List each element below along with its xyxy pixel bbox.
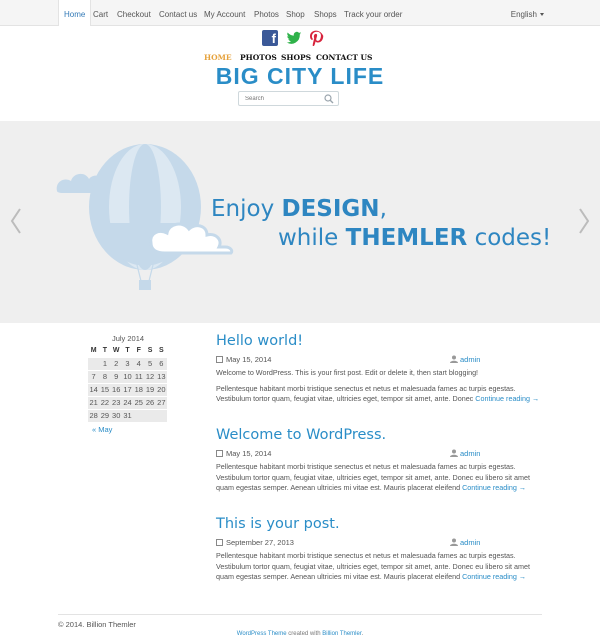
continue-reading-link[interactable]: Continue reading → xyxy=(462,483,527,492)
calendar-day: 27 xyxy=(157,398,166,407)
twitter-icon[interactable] xyxy=(286,30,302,46)
calendar-prev-month-link[interactable]: « May xyxy=(92,425,113,434)
calendar-empty-cell xyxy=(144,409,155,422)
nav-track-order[interactable]: Track your order xyxy=(344,10,403,19)
search-input[interactable] xyxy=(239,92,323,105)
nav-cart[interactable]: Cart xyxy=(93,10,109,19)
calendar-week-row xyxy=(88,370,167,383)
calendar-empty-cell xyxy=(156,409,167,422)
footer-divider xyxy=(58,614,542,615)
calendar-day: 19 xyxy=(145,385,155,394)
post-excerpt xyxy=(216,384,542,405)
calendar-day: 26 xyxy=(145,398,155,407)
nav-photos[interactable]: Photos xyxy=(254,10,279,19)
calendar-day: 8 xyxy=(99,370,110,383)
post-excerpt xyxy=(216,551,542,583)
calendar-day: 29 xyxy=(99,409,110,422)
wordpress-theme-link[interactable]: WordPress Theme xyxy=(236,631,287,637)
social-links xyxy=(262,30,338,48)
calendar-icon xyxy=(216,356,223,363)
nav-my-account[interactable]: My Account xyxy=(204,10,246,19)
slider-text: Enjoy xyxy=(211,196,282,222)
footer-credits xyxy=(0,631,600,637)
slider-headline-2 xyxy=(278,225,551,251)
calendar-day: 4 xyxy=(133,357,144,370)
post-excerpt xyxy=(216,462,542,494)
calendar-day: 12 xyxy=(145,372,155,381)
calendar-icon xyxy=(216,539,223,546)
post-author-link[interactable]: admin xyxy=(460,355,481,364)
calendar-day: 18 xyxy=(134,385,143,394)
post-date: May 15, 2014 xyxy=(226,449,272,458)
calendar-day: 13 xyxy=(157,372,166,381)
calendar-day: 23 xyxy=(112,398,121,407)
top-navbar xyxy=(0,0,600,26)
post-author-link[interactable]: admin xyxy=(460,538,481,547)
calendar-weekday-header: W xyxy=(112,346,120,354)
calendar-week-row xyxy=(88,396,167,409)
nav-checkout[interactable]: Checkout xyxy=(117,10,151,19)
calendar-caption: July 2014 xyxy=(111,334,145,343)
post-excerpt-text: Pellentesque habitant morbi tristique senectus et netus et malesuada fames ac turpis egestas. Vestibulum tortor quam, feugiat vitae, ultricies eget, tempor sit amet, ante. Donec xyxy=(216,383,516,403)
user-icon xyxy=(450,538,458,546)
slider-text: codes! xyxy=(467,225,552,251)
language-dropdown[interactable] xyxy=(511,0,544,30)
site-title[interactable]: BIG CITY LIFE xyxy=(215,63,385,89)
nav-home[interactable]: Home xyxy=(58,0,91,26)
calendar-day: 14 xyxy=(89,385,98,394)
post-date: May 15, 2014 xyxy=(226,355,272,364)
calendar-day: 11 xyxy=(134,372,143,381)
calendar-day: 3 xyxy=(122,357,133,370)
calendar-day: 22 xyxy=(100,398,110,407)
billion-themler-link[interactable]: Billion Themler xyxy=(322,631,362,637)
calendar-day: 9 xyxy=(111,370,122,383)
calendar-table xyxy=(88,344,167,422)
menu-contact-us[interactable]: CONTACT US xyxy=(316,53,373,62)
calendar-weekday-header: S xyxy=(159,346,164,354)
calendar-day: 15 xyxy=(100,385,110,394)
hero-slider xyxy=(0,121,600,323)
calendar-day: 28 xyxy=(88,409,99,422)
calendar-weekday-header: T xyxy=(125,346,130,354)
post-meta xyxy=(216,449,542,461)
search-icon[interactable] xyxy=(324,94,334,104)
calendar-day: 21 xyxy=(89,398,98,407)
post-article xyxy=(216,333,542,405)
post-meta xyxy=(216,355,542,367)
nav-contact-us[interactable]: Contact us xyxy=(159,10,198,19)
calendar-weekday-header: F xyxy=(136,346,141,354)
calendar-day: 20 xyxy=(157,385,166,394)
calendar-weekday-header: S xyxy=(147,346,153,354)
user-icon xyxy=(450,449,458,457)
slider-text: while xyxy=(278,225,346,251)
language-label: English xyxy=(510,10,537,19)
calendar-empty-cell xyxy=(88,357,99,370)
calendar-week-row xyxy=(88,383,167,396)
post-meta xyxy=(216,538,542,550)
calendar-day: 17 xyxy=(123,385,132,394)
post-date: September 27, 2013 xyxy=(226,538,294,547)
search-box xyxy=(238,91,339,106)
post-title[interactable]: Welcome to WordPress. xyxy=(216,427,387,443)
calendar-day: 2 xyxy=(111,357,122,370)
chevron-down-icon xyxy=(540,13,544,16)
continue-reading-link[interactable]: Continue reading → xyxy=(475,394,540,403)
calendar-weekday-header: T xyxy=(102,346,108,354)
calendar-day: 30 xyxy=(111,409,122,422)
calendar-day: 16 xyxy=(112,385,121,394)
post-title[interactable]: This is your post. xyxy=(216,516,340,532)
calendar-day: 7 xyxy=(88,370,99,383)
slider-bold-text: DESIGN xyxy=(281,196,380,222)
calendar-day: 31 xyxy=(122,409,133,422)
calendar-week-row xyxy=(88,409,167,422)
post-article xyxy=(216,427,542,494)
credit-text: . xyxy=(361,631,364,637)
calendar-day: 5 xyxy=(144,357,155,370)
post-excerpt: Welcome to WordPress. This is your first post. Edit or delete it, then start blogging! xyxy=(216,368,479,377)
slider-headline-1 xyxy=(211,196,387,222)
credit-text: created with xyxy=(286,631,323,637)
calendar-day: 1 xyxy=(99,357,110,370)
post-title[interactable]: Hello world! xyxy=(216,333,304,349)
pinterest-icon[interactable] xyxy=(308,30,324,46)
post-excerpt-text: Pellentesque habitant morbi tristique senectus et netus et malesuada fames ac turpis egestas. Vestibulum tortor quam, feugiat vitae, ultricies eget, tempor sit amet, ante. Donec eu libero sit amet quam egestas semper. Aenean ultricies mi vitae est. Mauris placerat eleifend xyxy=(216,551,531,581)
facebook-icon[interactable]: f xyxy=(262,30,278,46)
calendar-empty-cell xyxy=(133,409,144,422)
hot-air-balloon-illustration xyxy=(55,143,237,291)
menu-home[interactable]: HOME xyxy=(204,53,232,62)
calendar-day: 24 xyxy=(123,398,132,407)
calendar-icon xyxy=(216,450,223,457)
menu-photos[interactable]: PHOTOS xyxy=(240,53,277,62)
calendar-day: 25 xyxy=(134,398,143,407)
slider-next-arrow-icon[interactable] xyxy=(577,207,591,235)
post-author-link[interactable]: admin xyxy=(460,449,481,458)
calendar-day: 6 xyxy=(156,357,167,370)
footer-copyright: © 2014. Billion Themler xyxy=(58,620,136,629)
slider-bold-text: THEMLER xyxy=(345,225,468,251)
nav-shop[interactable]: Shop xyxy=(286,10,305,19)
calendar-widget xyxy=(88,333,168,434)
continue-reading-link[interactable]: Continue reading → xyxy=(462,572,527,581)
post-article xyxy=(216,516,542,583)
nav-shops[interactable]: Shops xyxy=(314,10,337,19)
menu-shops[interactable]: SHOPS xyxy=(281,53,312,62)
slider-prev-arrow-icon[interactable] xyxy=(9,207,23,235)
user-icon xyxy=(450,355,458,363)
post-excerpt-text: Pellentesque habitant morbi tristique senectus et netus et malesuada fames ac turpis egestas. Vestibulum tortor quam, feugiat vitae, ultricies eget, tempor sit amet, ante. Donec eu libero sit amet quam egestas semper. Aenean ultricies mi vitae est. Mauris placerat eleifend xyxy=(216,462,531,492)
slider-text: , xyxy=(379,196,387,222)
calendar-week-row xyxy=(88,357,167,370)
calendar-day: 10 xyxy=(123,372,132,381)
calendar-weekday-header: M xyxy=(90,346,97,354)
